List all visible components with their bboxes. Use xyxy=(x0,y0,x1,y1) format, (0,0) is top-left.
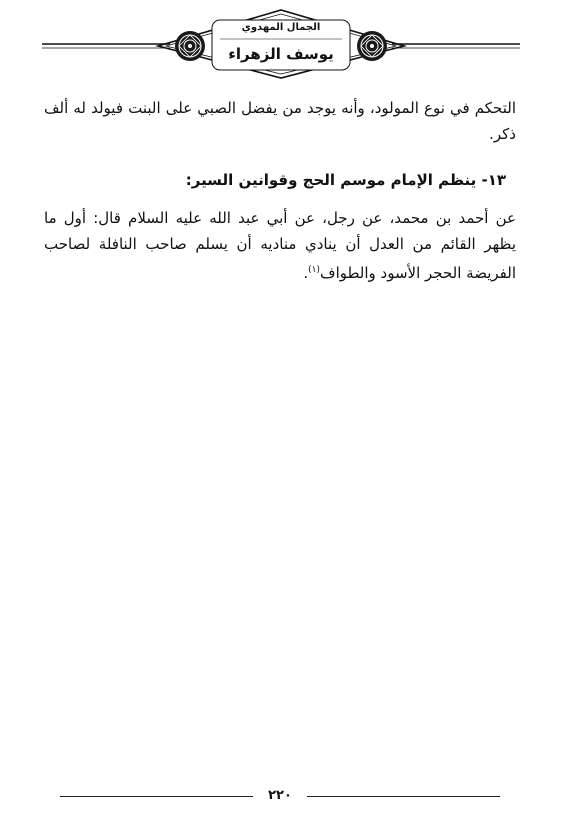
intro-paragraph: التحكم في نوع المولود، وأنه يوجد من يفضل الصبي على البنت فيولد له ألف ذكر. xyxy=(44,99,516,143)
footnote-marker[interactable]: (١) xyxy=(308,265,321,275)
narration-paragraph xyxy=(44,205,516,286)
narration-text: عن أحمد بن محمد، عن رجل، عن أبي عبد الله عليه السلام قال: أول ما يظهر القائم من العدل أن ينادي مناديه أن يسلم صاحب النافلة لصاحب الفريضة الحجر الأسود والطواف xyxy=(44,209,516,282)
book-title: يوسف الزهراء xyxy=(228,45,334,63)
page-content xyxy=(44,95,516,286)
ornament-frame-icon xyxy=(40,8,522,80)
book-series-subtitle: الجمال المهدوي xyxy=(241,22,321,33)
header-ornament xyxy=(40,8,522,80)
page-footer xyxy=(60,788,500,804)
narration-end: . xyxy=(303,264,309,282)
section-heading: ١٣- ينظم الإمام موسم الحج وقوانين السير: xyxy=(185,171,506,189)
page-number: ٢٢٠ xyxy=(268,788,292,803)
footer-rule-right xyxy=(307,796,500,797)
